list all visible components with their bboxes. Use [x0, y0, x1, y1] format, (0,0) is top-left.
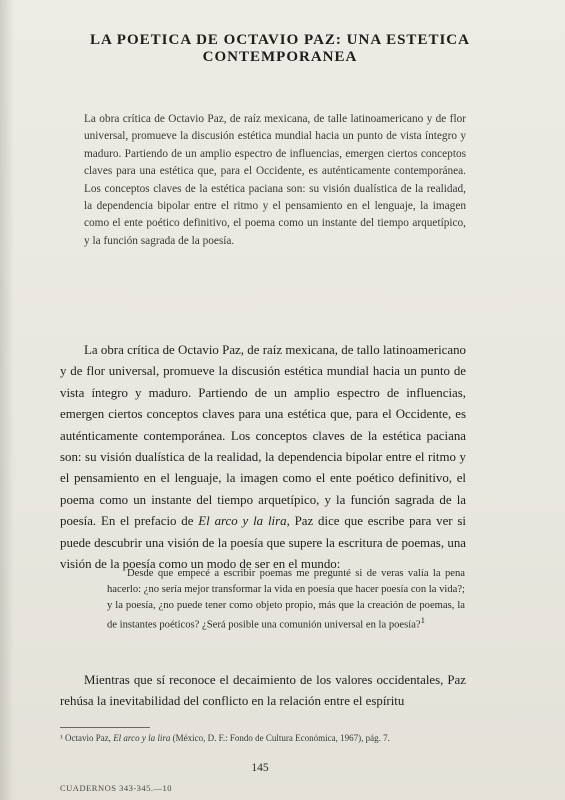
journal-reference: CUADERNOS 343-345.—10 — [60, 783, 173, 793]
footnote-divider — [60, 727, 150, 728]
title-line-2: CONTEMPORANEA — [202, 49, 358, 65]
footnote-marker: 1 — [420, 615, 426, 626]
page-edge-shadow — [0, 0, 14, 800]
paragraph-1-text-b: , Paz dice que escribe para ver si puede descubrir una visión de la poesía que supere la escritura de poemas, una visión de la poesía como un modo de ser en el mundo: — [60, 514, 467, 572]
body-paragraph-1 — [60, 340, 466, 575]
book-title-italic: El arco y la lira — [198, 514, 287, 529]
quote-text — [107, 566, 465, 634]
paragraph-1-text-a: La obra crítica de Octavio Paz, de raíz mexicana, de tallo latinoamericano y de flor universal, promueve la discusión estética mundial hacia un punto de vista íntegro y maduro. Partiendo de un amplio espectro de influencias, emergen ciertos conceptos claves para una estética que, para el Occidente, es auténticamente contemporánea. Los conceptos claves de la estética paciana son: su visión dualística de la realidad, la dependencia bipolar entre el ritmo y el pensamiento en el lenguaje, la imagen como el ente poético definitivo, el poema como un instante del tiempo arquetípico, y la función sagrada de la poesía. En el prefacio de — [60, 343, 466, 529]
article-title — [60, 32, 500, 66]
footnote — [60, 732, 466, 744]
body-paragraph-2 — [60, 670, 466, 713]
footnote-text-b: (México, D. F.: Fondo de Cultura Económica, 1967), pág. 7. — [170, 733, 390, 743]
block-quote — [107, 566, 465, 634]
paragraph-1 — [60, 340, 466, 575]
footnote-book-title: El arco y la lira — [113, 733, 171, 743]
page-number: 145 — [251, 762, 269, 774]
footnote-text-a: ¹ Octavio Paz, — [60, 733, 114, 743]
title-line-1: LA POETICA DE OCTAVIO PAZ: UNA ESTETICA — [90, 32, 470, 48]
paragraph-2: Mientras que sí reconoce el decaimiento de los valores occidentales, Paz rehúsa la inevitabilidad del conflicto en la relación entre el espíritu — [60, 673, 466, 709]
abstract-text: La obra crítica de Octavio Paz, de raíz mexicana, de talle latinoamericano y de flor universal, promueve la discusión estética mundial hacia un punto de vista íntegro y maduro. Partiendo de un amplio espectro de influencias, emergen ciertos conceptos claves para una estética que, para el Occidente, es auténticamente contemporánea. Los conceptos claves de la estética paciana son: su visión dualística de la realidad, la dependencia bipolar entre el ritmo y el pensamiento en el lenguaje, la imagen como el ente poético definitivo, el poema como un instante del tiempo arquetípico, y la función sagrada de la poesía. — [84, 113, 466, 247]
abstract-bleed-through — [84, 111, 466, 250]
quote-body: Desde que empecé a escribir poemas me pregunté si de veras valía la pena hacerlo: ¿no sería mejor transformar la vida en poesía que hacer poesía con la vida?; y la poesía, ¿no puede tener como objeto propio, más que la creación de poemas, la de instantes poéticos? ¿Será posible una comunión universal en la poesía? — [107, 568, 465, 631]
